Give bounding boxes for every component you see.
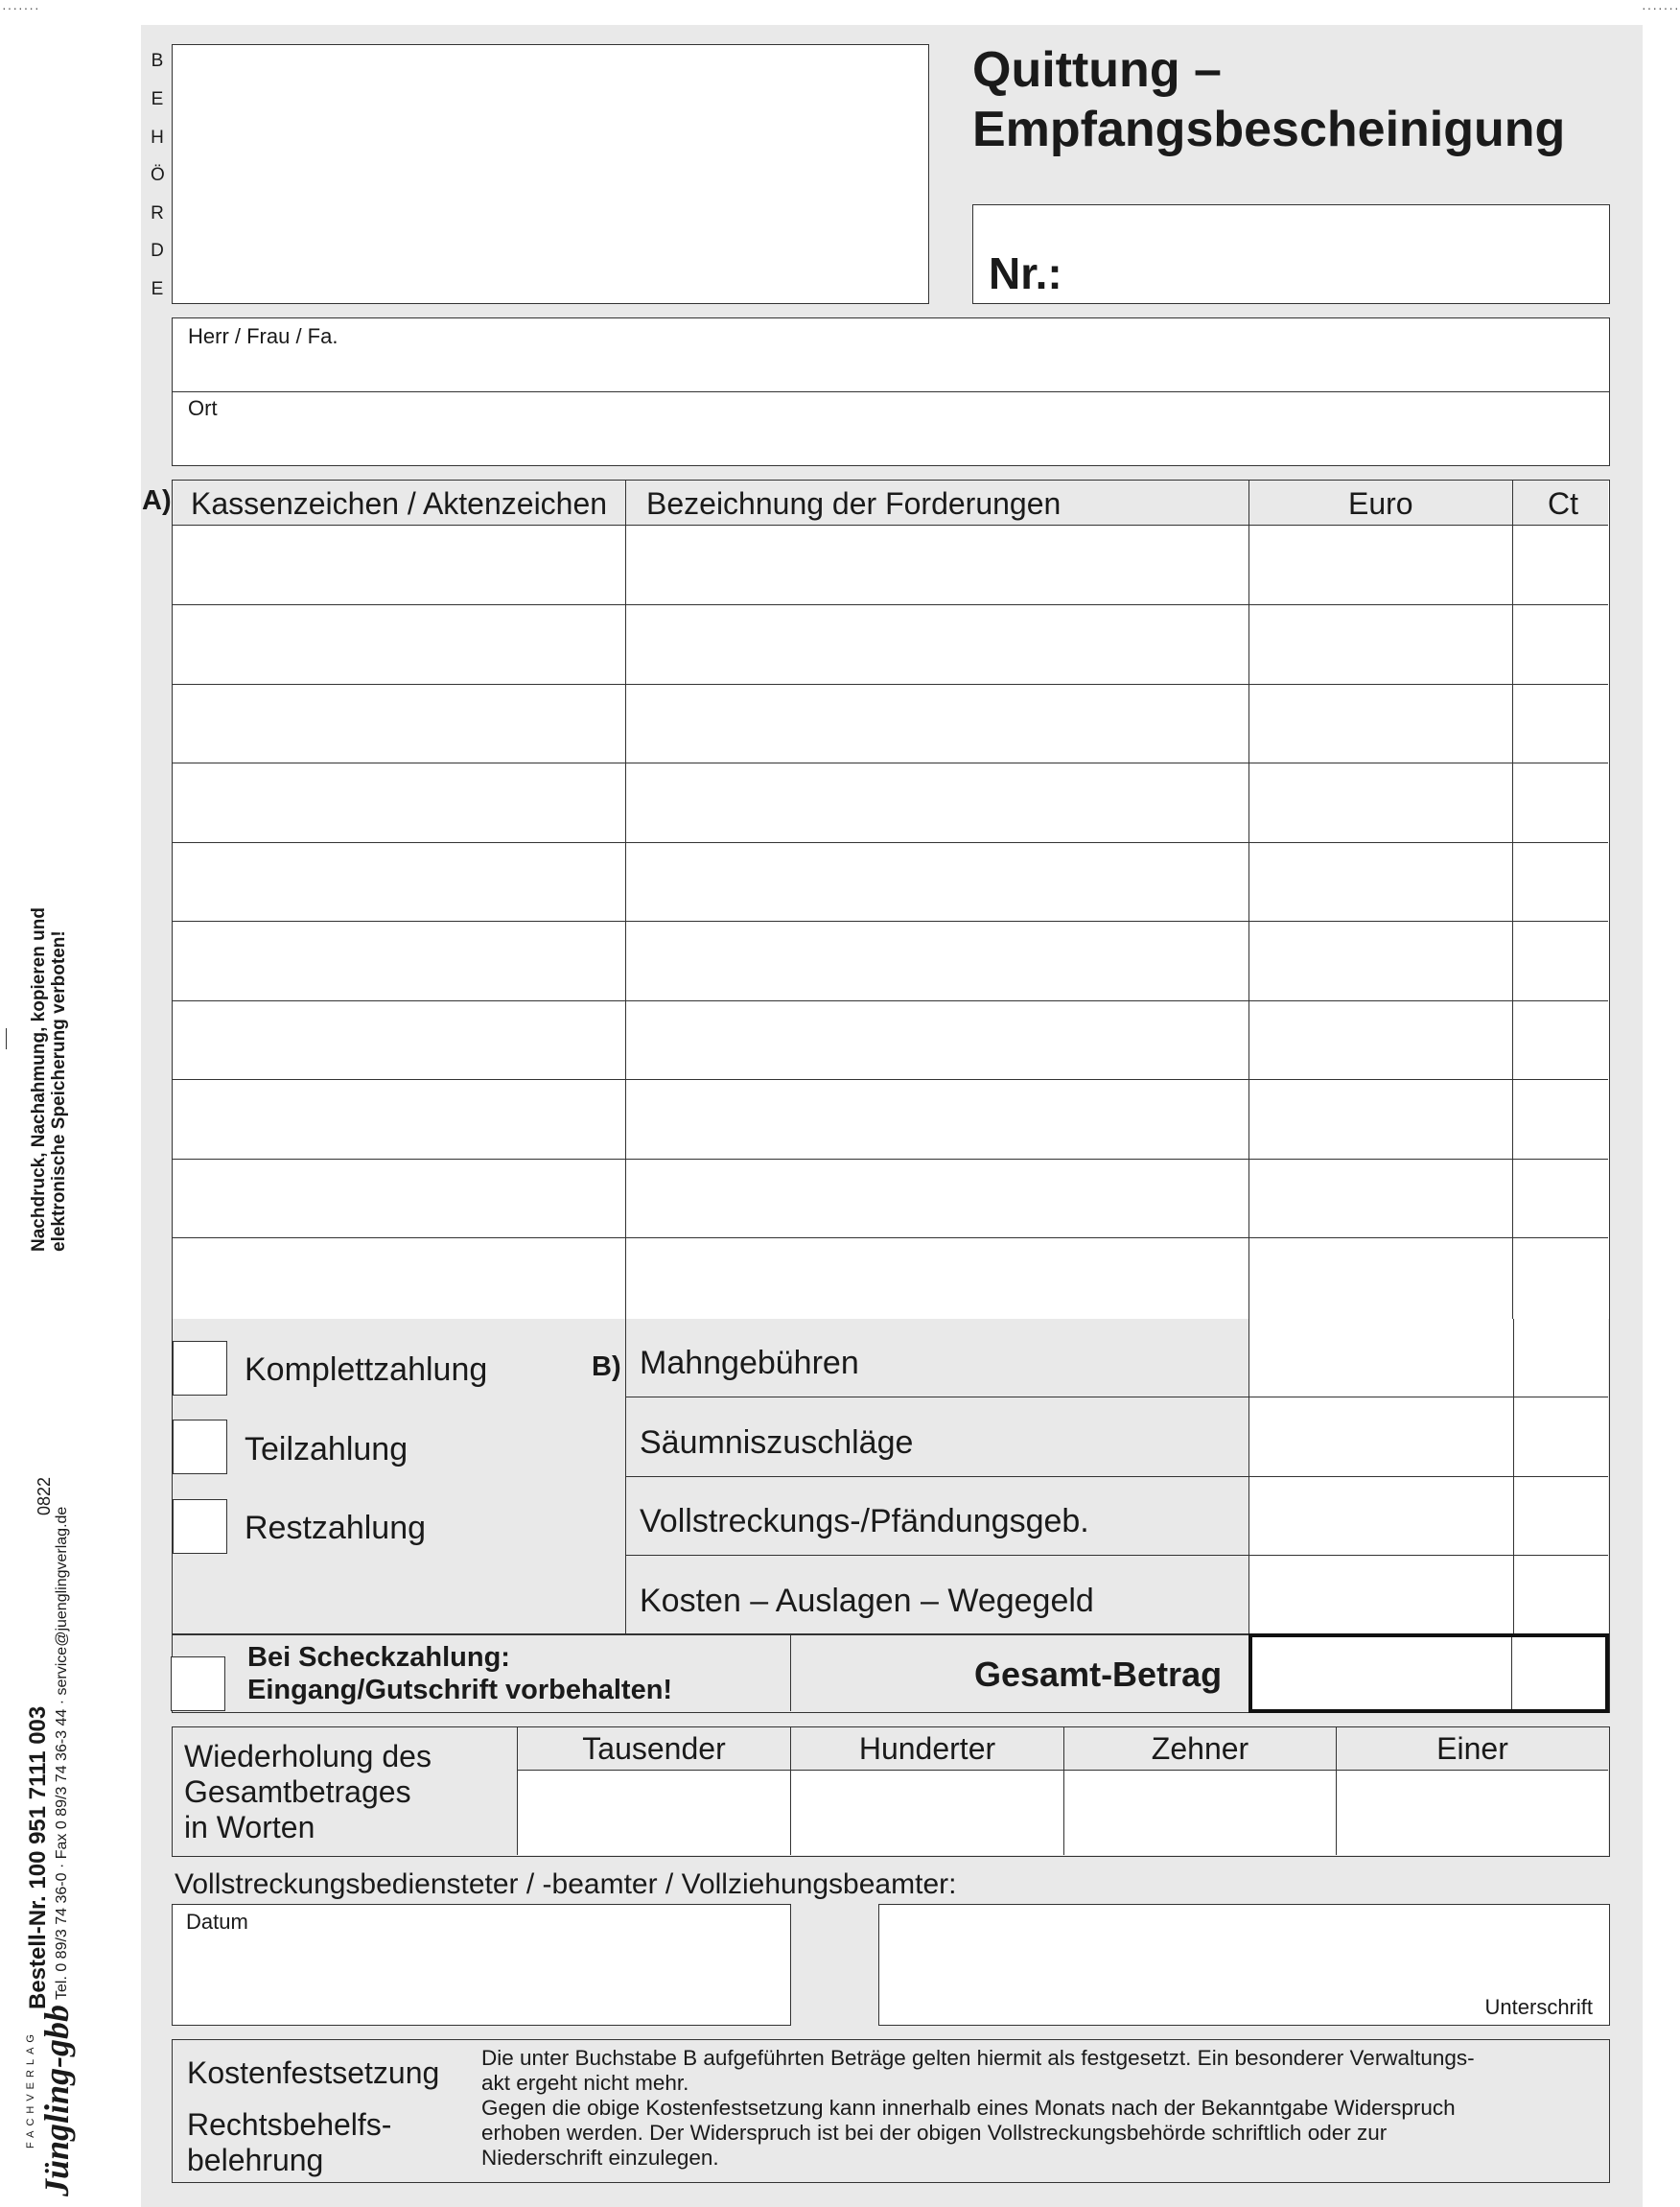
receipt-number-field[interactable] [972,204,1610,304]
column-header-euro: Euro [1348,486,1413,521]
words-field-einer[interactable] [1337,1772,1608,1854]
corner-mark-left: ······· [2,0,40,15]
behoerde-field[interactable] [172,44,929,304]
total-row [172,1634,1610,1713]
datum-field[interactable] [172,1904,791,2026]
fee-label-mahngebuehren: Mahngebühren [640,1345,859,1381]
checkbox-teilzahlung[interactable] [173,1420,227,1474]
words-field-hunderter[interactable] [791,1772,1063,1854]
kostenfestsetzung-label: Kostenfestsetzung [187,2055,440,2090]
option-teilzahlung-label: Teilzahlung [245,1431,408,1467]
amount-in-words [172,1726,1610,1857]
checkbox-komplettzahlung[interactable] [173,1341,227,1396]
total-label: Gesamt-Betrag [974,1655,1223,1694]
option-komplettzahlung-label: Komplettzahlung [245,1351,488,1388]
officer-heading: Vollstreckungsbediensteter / -beamter / Vollziehungsbeamter: [175,1868,957,1900]
fee-amount-vollstreckungsgebuehr[interactable] [1248,1477,1608,1555]
rechtsbehelfsbelehrung-label: Rechtsbehelfs- belehrung [187,2107,392,2177]
checkbox-scheckzahlung[interactable] [171,1656,225,1711]
claims-table-header [173,481,1608,526]
checkbox-restzahlung[interactable] [173,1499,227,1554]
appeal-text-3: Niederschrift einzulegen. [481,2146,719,2170]
column-header-tausender: Tausender [582,1731,726,1766]
fee-amount-saeumniszuschlaege[interactable] [1248,1397,1608,1476]
words-field-tausender[interactable] [518,1772,790,1854]
form-code: 0822 [35,1476,54,1515]
cost-determination-text-1: Die unter Buchstabe B aufgeführten Beträge gelten hiermit als festgesetzt. Ein besonderer Verwaltungs- [481,2046,1475,2070]
corner-mark-right: ······· [1642,0,1680,15]
claims-table [172,480,1610,1320]
signature-field[interactable] [878,1904,1610,2026]
appeal-text-2: erhoben werden. Der Widerspruch ist bei der obigen Vollstreckungsbehörde schriftlich oder zur [481,2121,1388,2145]
fee-label-vollstreckungsgebuehr: Vollstreckungs-/Pfändungsgeb. [640,1503,1089,1539]
legal-notice [172,2039,1610,2183]
order-number: Bestell-Nr. 100 951 7111 003 [25,1705,51,2009]
form-title: Quittung – Empfangsbescheinigung [972,42,1566,157]
column-header-zehner: Zehner [1151,1731,1249,1766]
payment-section [172,1319,1610,1636]
option-restzahlung-label: Restzahlung [245,1510,427,1546]
recipient-label: Herr / Frau / Fa. [188,324,338,348]
column-header-bezeichnung: Bezeichnung der Forderungen [646,486,1062,521]
recipient-field[interactable] [172,317,1610,392]
amount-in-words-label: Wiederholung des Gesamtbetrages in Worten [184,1739,432,1844]
section-a-marker: A) [142,485,172,516]
receipt-number-label: Nr.: [989,248,1062,298]
fee-amount-mahngebuehren[interactable] [1248,1319,1608,1397]
signature-label: Unterschrift [1484,1995,1593,2019]
legal-text [481,2046,1597,2171]
datum-label: Datum [186,1910,248,1934]
total-amount-field[interactable] [1248,1633,1609,1713]
words-field-zehner[interactable] [1064,1772,1336,1854]
cheque-note: Bei Scheckzahlung: Eingang/Gutschrift vorbehalten! [247,1642,673,1705]
fee-label-kosten-auslagen: Kosten – Auslagen – Wegegeld [640,1583,1094,1619]
appeal-text-1: Gegen die obige Kostenfestsetzung kann innerhalb eines Monats nach der Bekanntgabe Widerspruch [481,2096,1456,2120]
cost-determination-text-2: akt ergeht nicht mehr. [481,2071,689,2095]
fee-amount-kosten-auslagen[interactable] [1248,1556,1608,1633]
margin-tick [6,1028,7,1049]
section-b-marker: B) [592,1351,621,1382]
column-header-hunderter: Hunderter [858,1731,996,1766]
column-header-ct: Ct [1548,486,1578,521]
column-header-einer: Einer [1436,1731,1508,1766]
copyright-notice: Nachdruck, Nachahmung, kopieren und elektronische Speicherung verboten! [29,907,69,1252]
column-header-kassenzeichen: Kassenzeichen / Aktenzeichen [191,486,608,521]
publisher-logo: Jüngling-gbb [37,2004,76,2196]
publisher-contact: Tel. 0 89/3 74 36-0 · Fax 0 89/3 74 36-3 44 · service@juenglingverlag.de [54,1506,70,2000]
ort-label: Ort [188,396,218,420]
ort-field[interactable] [172,391,1610,466]
fee-label-saeumniszuschlaege: Säumniszuschläge [640,1424,914,1461]
publisher-small: FACHVERLAG [25,2030,36,2148]
